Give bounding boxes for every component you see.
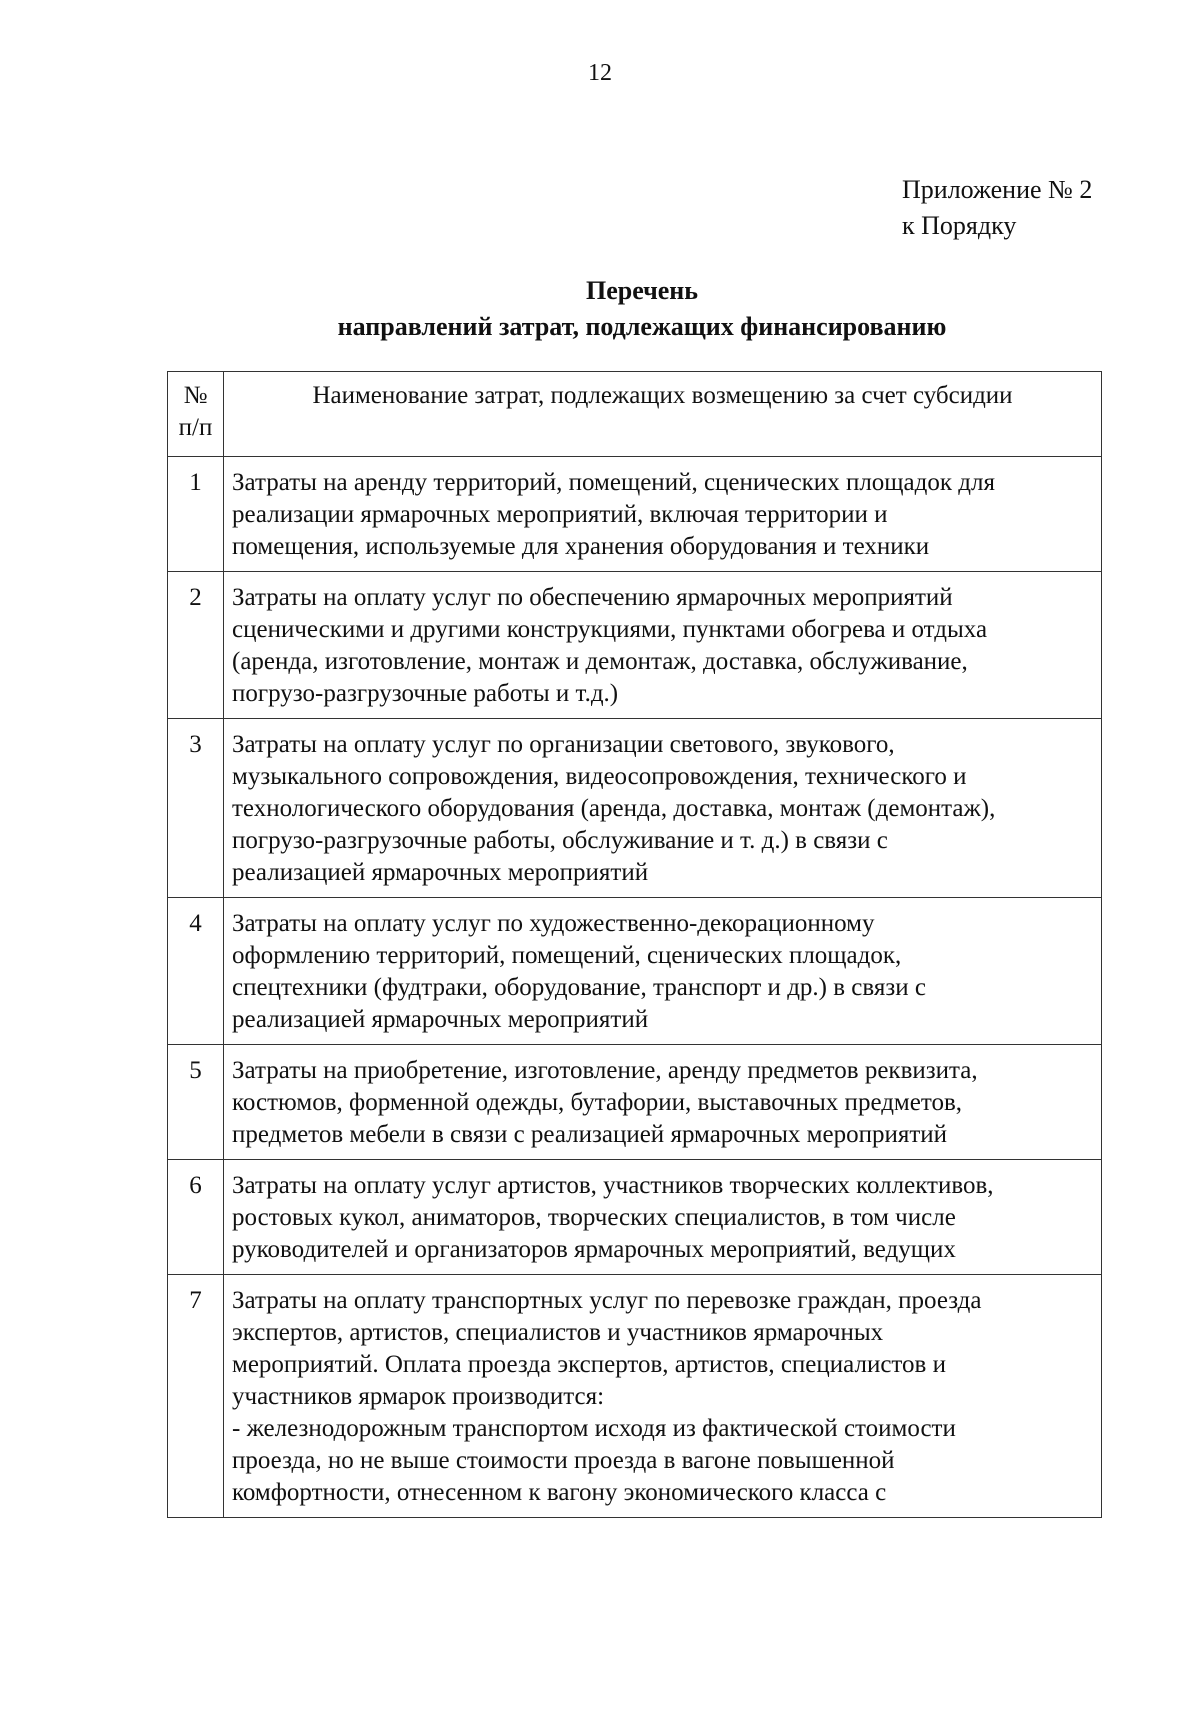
description-line: сценическими и другими конструкциями, пунктами обогрева и отдыха: [232, 616, 988, 643]
row-description: [224, 719, 1102, 898]
row-number: 2: [168, 572, 224, 719]
row-number: 7: [168, 1275, 224, 1518]
appendix-line-2: к Порядку: [902, 211, 1017, 240]
description-line: реализацией ярмарочных мероприятий: [232, 859, 649, 886]
description-line: Затраты на оплату услуг по организации светового, звукового,: [232, 731, 895, 758]
description-line: костюмов, форменной одежды, бутафории, выставочных предметов,: [232, 1089, 962, 1116]
header-number-cell: [168, 372, 224, 457]
table-header-row: [168, 372, 1102, 457]
description-line: Затраты на аренду территорий, помещений, сценических площадок для: [232, 469, 995, 496]
row-number: 3: [168, 719, 224, 898]
cost-items-table: [167, 371, 1102, 1518]
description-line: Затраты на оплату транспортных услуг по перевозке граждан, проезда: [232, 1287, 982, 1314]
row-description: [224, 572, 1102, 719]
description-line: предметов мебели в связи с реализацией ярмарочных мероприятий: [232, 1121, 948, 1148]
description-line: Затраты на оплату услуг по художественно-декорационному: [232, 910, 875, 937]
description-line: Затраты на оплату услуг артистов, участников творческих коллективов,: [232, 1172, 994, 1199]
description-line: реализации ярмарочных мероприятий, включая территории и: [232, 501, 888, 528]
description-line: комфортности, отнесенном к вагону экономического класса с: [232, 1479, 887, 1506]
row-description: [224, 1275, 1102, 1518]
header-number-symbol: №: [183, 382, 208, 409]
table-row: [168, 457, 1102, 572]
description-line: технологического оборудования (аренда, доставка, монтаж (демонтаж),: [232, 795, 996, 822]
header-name-cell: Наименование затрат, подлежащих возмещению за счет субсидии: [224, 372, 1102, 457]
row-description: [224, 1160, 1102, 1275]
title-line-2: направлений затрат, подлежащих финансированию: [337, 312, 947, 341]
description-line: Затраты на приобретение, изготовление, аренду предметов реквизита,: [232, 1057, 978, 1084]
description-line: погрузо-разгрузочные работы, обслуживание и т. д.) в связи с: [232, 827, 888, 854]
description-line: Затраты на оплату услуг по обеспечению ярмарочных мероприятий: [232, 584, 953, 611]
row-number: 6: [168, 1160, 224, 1275]
description-line: (аренда, изготовление, монтаж и демонтаж, доставка, обслуживание,: [232, 648, 968, 675]
description-line: проезда, но не выше стоимости проезда в вагоне повышенной: [232, 1447, 895, 1474]
description-line: - железнодорожным транспортом исходя из фактической стоимости: [232, 1415, 956, 1442]
row-number: 1: [168, 457, 224, 572]
description-line: экспертов, артистов, специалистов и участников ярмарочных: [232, 1319, 884, 1346]
table-row: [168, 1275, 1102, 1518]
appendix-reference: [902, 172, 1092, 244]
row-description: [224, 898, 1102, 1045]
table-row: [168, 719, 1102, 898]
page-number: 12: [588, 60, 612, 86]
description-line: участников ярмарок производится:: [232, 1383, 605, 1410]
row-number: 5: [168, 1045, 224, 1160]
table-row: [168, 572, 1102, 719]
description-line: руководителей и организаторов ярмарочных мероприятий, ведущих: [232, 1236, 956, 1263]
description-line: погрузо-разгрузочные работы и т.д.): [232, 680, 619, 707]
row-description: [224, 1045, 1102, 1160]
description-line: спецтехники (фудтраки, оборудование, транспорт и др.) в связи с: [232, 974, 926, 1001]
table-row: [168, 1160, 1102, 1275]
description-line: реализацией ярмарочных мероприятий: [232, 1006, 649, 1033]
table-row: [168, 1045, 1102, 1160]
row-description: [224, 457, 1102, 572]
description-line: оформлению территорий, помещений, сценических площадок,: [232, 942, 902, 969]
table-body: [168, 457, 1102, 1518]
row-number: 4: [168, 898, 224, 1045]
document-title: [0, 273, 1200, 345]
appendix-line-1: Приложение № 2: [902, 175, 1093, 204]
description-line: помещения, используемые для хранения оборудования и техники: [232, 533, 930, 560]
header-number-abbrev: п/п: [178, 414, 213, 441]
title-line-1: Перечень: [585, 276, 699, 305]
table-row: [168, 898, 1102, 1045]
description-line: мероприятий. Оплата проезда экспертов, артистов, специалистов и: [232, 1351, 946, 1378]
description-line: ростовых кукол, аниматоров, творческих специалистов, в том числе: [232, 1204, 956, 1231]
description-line: музыкального сопровождения, видеосопровождения, технического и: [232, 763, 967, 790]
